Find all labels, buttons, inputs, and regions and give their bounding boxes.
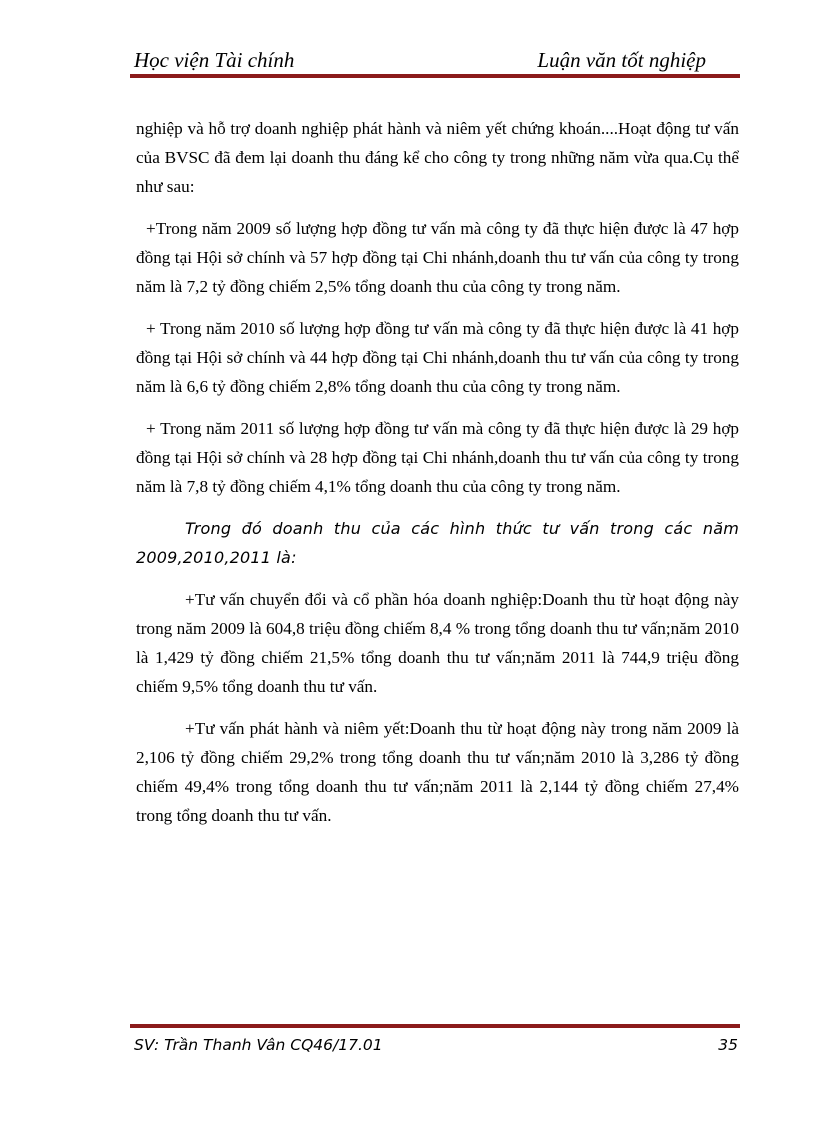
page-body — [136, 114, 739, 843]
header-document-type: Luận văn tốt nghiệp — [537, 48, 706, 72]
page-number: 35 — [718, 1036, 738, 1054]
header-rule — [130, 74, 740, 78]
paragraph-issuance-listing: +Tư vấn phát hành và niêm yết:Doanh thu từ hoạt động này trong năm 2009 là 2,106 tỷ đồng chiếm 29,2% trong tổng doanh thu tư vấn;năm 2010 là 3,286 tỷ đồng chiếm 49,4% trong tổng doanh thu tư vấn;năm 2011 là 2,144 tỷ đồng chiếm 27,4% trong tổng doanh thu tư vấn. — [136, 719, 739, 825]
footer-student-info: SV: Trần Thanh Vân CQ46/17.01 — [134, 1036, 383, 1054]
page-header — [134, 47, 706, 73]
paragraph-breakdown-heading: Trong đó doanh thu của các hình thức tư vấn trong các năm 2009,2010,2011 là: — [136, 519, 739, 567]
paragraph-2011: + Trong năm 2011 số lượng hợp đồng tư vấn mà công ty đã thực hiện được là 29 hợp đồng tại Hội sở chính và 28 hợp đồng tại Chi nhánh,doanh thu tư vấn của công ty trong năm là 7,8 tỷ đồng chiếm 4,1% tổng doanh thu của công ty trong năm. — [136, 419, 739, 496]
paragraph-intro: nghiệp và hỗ trợ doanh nghiệp phát hành và niêm yết chứng khoán....Hoạt động tư vấn của BVSC đã đem lại doanh thu đáng kể cho công ty trong những năm vừa qua.Cụ thể như sau: — [136, 119, 739, 196]
footer-rule — [130, 1024, 740, 1028]
paragraph-2010: + Trong năm 2010 số lượng hợp đồng tư vấn mà công ty đã thực hiện được là 41 hợp đồng tại Hội sở chính và 44 hợp đồng tại Chi nhánh,doanh thu tư vấn của công ty trong năm là 6,6 tỷ đồng chiếm 2,8% tổng doanh thu của công ty trong năm. — [136, 319, 739, 396]
paragraph-2009: +Trong năm 2009 số lượng hợp đồng tư vấn mà công ty đã thực hiện được là 47 hợp đồng tại Hội sở chính và 57 hợp đồng tại Chi nhánh,doanh thu tư vấn của công ty trong năm là 7,2 tỷ đồng chiếm 2,5% tổng doanh thu của công ty trong năm. — [136, 219, 739, 296]
paragraph-conversion-equitization: +Tư vấn chuyển đổi và cổ phần hóa doanh nghiệp:Doanh thu từ hoạt động này trong năm 2009 là 604,8 triệu đồng chiếm 8,4 % trong tổng doanh thu tư vấn;năm 2010 là 1,429 tỷ đồng chiếm 21,5% tổng doanh thu tư vấn;năm 2011 là 744,9 triệu đồng chiếm 9,5% tổng doanh thu tư vấn. — [136, 590, 739, 696]
header-institution: Học viện Tài chính — [134, 48, 295, 72]
